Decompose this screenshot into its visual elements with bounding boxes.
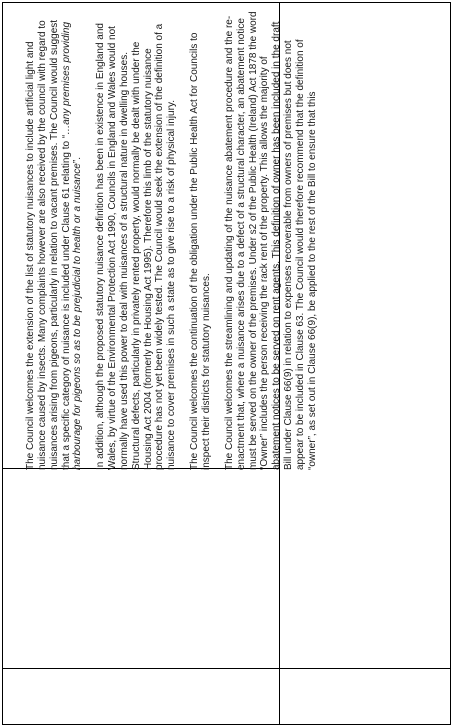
row-divider-right bbox=[279, 668, 450, 669]
paragraph-text: The Council welcomes the extension of the list of statutory nuisances to include artificial light and nuisance caused by insects. Many complaints however are also received by the council with regard to nuisances arising from pigeons, particularly in relation to vacant premises. The Council would suggest that a specific category of nuisance is included under Clause 61 relating to “ bbox=[25, 19, 72, 470]
paragraph-statutory-nuisances bbox=[25, 10, 84, 470]
paragraph-text: In addition, although the proposed statutory nuisance definition has been in existence in England and Wales, by virtue of the Environmental Protection Act 1990, Councils in England and Wales would not normally have used this power to deal with nuisances of a structural nature in dwelling houses. Structural defects, particularly in privately rented property, would normally be dealt with under the Housing Act 2004 (formerly the Housing Act 1995). Therefore this limb of the statutory nuisance procedure has not yet been widely tested. The Council would seek the extension of the definition of a nuisance to cover premises in such a state as to give rise to a risk of physical injury. bbox=[95, 23, 178, 470]
paragraph-text: The Council welcomes the continuation of the obligation under the Public Health Act for Councils to inspect their districts for statutory nuisances. bbox=[189, 32, 212, 470]
paragraph-text: The Council welcomes the streamlining and updating of the nuisance abatement procedure and the re-enactment that, where a nuisance arises due to a defect of a structural character, an abatement notice must be served on the owner of the premises. Under s2 of the Public Health (Ireland) Act 1878 the word “Owner” includes the person receiving the rack rent of the property. This allows the majority of abatement notices to be served on rent agents. This definition of owner has been included in the draft Bill under Clause 66(9) in relation to expenses recoverable from owners of premises but does not appear to be included in Clause 63. The Council would therefore recommend that the definition of “owner”, as set out in Clause 66(9), be applied to the rest of the Bill to ensure that this bbox=[223, 11, 318, 470]
response-text-column bbox=[25, 10, 452, 470]
paragraph-structural-nuisance bbox=[95, 10, 178, 470]
paragraph-abatement-procedure bbox=[224, 10, 319, 470]
row-divider-lower bbox=[3, 668, 279, 669]
paragraph-inspection-obligation bbox=[189, 10, 213, 470]
paragraph-tail: ”. bbox=[72, 157, 84, 164]
quoted-clause-text: …any premises providing harbourage for pigeons so as to be prejudicial to health or a nuisance bbox=[60, 21, 84, 470]
